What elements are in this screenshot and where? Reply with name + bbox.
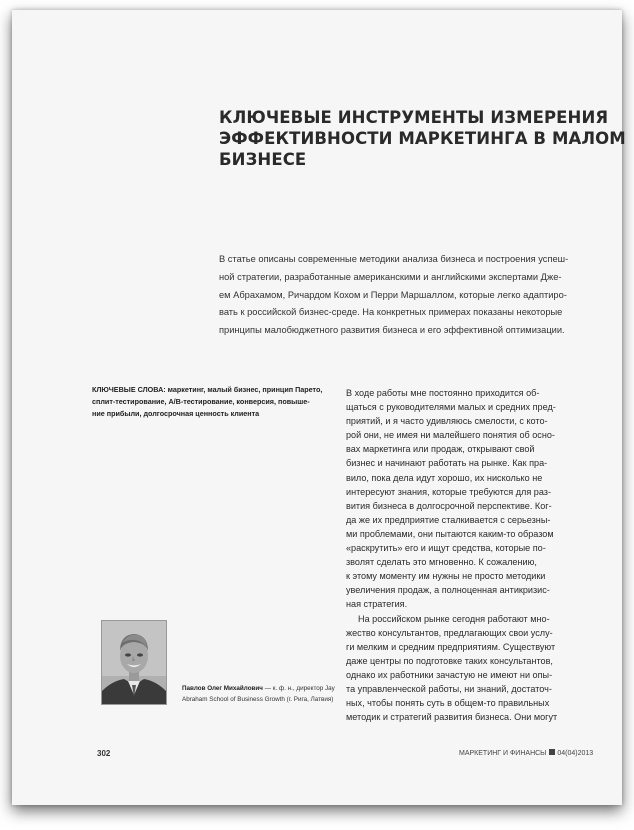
title-line: БИЗНЕСЕ xyxy=(219,150,307,169)
body-line: да же их предприятие сталкивается с серьезны- xyxy=(346,514,551,525)
body-line: ми проблемами, они пытаются каким-то образом xyxy=(346,528,554,539)
abstract-line: принципы малобюджетного развития бизнеса и его эффективной оптимизации. xyxy=(219,325,565,336)
journal-name: МАРКЕТИНГ И ФИНАНСЫ xyxy=(459,750,547,757)
body-line: На российском рынке сегодня работают мно- xyxy=(358,613,550,624)
author-info xyxy=(182,683,342,705)
author-line xyxy=(182,683,342,694)
author-name: Павлов Олег Михайлович xyxy=(182,685,263,692)
title-line: ЭФФЕКТИВНОСТИ МАРКЕТИНГА В МАЛОМ xyxy=(219,129,626,148)
body-line: вило, пока дела идут хорошо, их нисколько не xyxy=(346,472,543,483)
body-line: ных, чтобы понять суть в общем-то правильных xyxy=(346,698,550,709)
journal-issue: 04(04)2013 xyxy=(557,750,594,757)
body-line: методик и стратегий развития бизнеса. Они могут xyxy=(346,712,558,723)
author-degree: — к. ф. н., директор Jay xyxy=(262,685,335,692)
body-line: приятий, и я часто удивляюсь смелости, с кото- xyxy=(346,416,548,427)
abstract-line: В статье описаны современные методики анализа бизнеса и построения успеш- xyxy=(219,254,569,264)
keywords-line: КЛЮЧЕВЫЕ СЛОВА: маркетинг, малый бизнес, принцип Парето, xyxy=(92,385,323,394)
author-photo xyxy=(101,620,167,705)
keywords-line: сплит-тестирование, A/B-тестирование, конверсия, повыше- xyxy=(92,396,310,406)
body-line: рой они, не имея ни малейшего понятия об осно- xyxy=(346,430,555,441)
body-line: щаться с руководителями малых и средних пред- xyxy=(346,402,556,413)
body-line: «раскрутить» его и ищут средства, которые по- xyxy=(346,543,546,554)
body-line: жество консультантов, предлагающих свои услу- xyxy=(346,627,553,638)
body-line: интересуют знания, которые требуются для раз- xyxy=(346,486,551,497)
journal-footer xyxy=(459,749,593,757)
keywords-block xyxy=(92,384,342,419)
body-line: ги мелким и средним предприятиям. Существуют xyxy=(346,641,556,652)
body-line: к этому моменту им нужны не просто методики xyxy=(346,571,546,582)
body-line: зволят сделать это мгновенно. К сожалению, xyxy=(346,557,537,568)
abstract-line: ной стратегии, разработанные американскими и английскими экспертами Дже- xyxy=(219,271,562,282)
abstract-line: ем Абрахамом, Ричардом Кохом и Перри Маршаллом, которые легко адаптиро- xyxy=(219,289,567,300)
body-line: даже центры по подготовке таких консультантов, xyxy=(346,655,553,666)
article-title xyxy=(219,107,626,170)
abstract-line: вать к российской бизнес-среде. На конкретных примерах показаны некоторые xyxy=(219,307,563,318)
keywords-line: ние прибыли, долгосрочная ценность клиента xyxy=(92,408,260,418)
title-line: КЛЮЧЕВЫЕ ИНСТРУМЕНТЫ ИЗМЕРЕНИЯ xyxy=(219,108,609,127)
body-line: однако их работники зачастую не имеют ни опы- xyxy=(346,669,553,680)
body-line: бизнес и начинают работать на рынке. Как пра- xyxy=(346,458,548,469)
square-icon xyxy=(549,749,555,755)
body-line: ная стратегия. xyxy=(346,599,408,610)
body-line: та управленческой работы, ни знаний, достаточ- xyxy=(346,683,552,694)
author-affiliation: Abraham School of Business Growth (г. Рига, Латвия) xyxy=(182,696,334,703)
page-number: 302 xyxy=(97,749,111,758)
journal-page xyxy=(12,10,626,805)
body-line: увеличения продаж, а полноценная антикризис- xyxy=(346,585,550,596)
body-line: вития бизнеса в долгосрочной перспективе. Ког- xyxy=(346,500,552,511)
body-line: В ходе работы мне постоянно приходится об- xyxy=(346,388,540,398)
article-abstract xyxy=(219,251,594,340)
article-body xyxy=(346,386,596,724)
body-line: вах маркетинга или продаж, открывают свой xyxy=(346,444,535,455)
